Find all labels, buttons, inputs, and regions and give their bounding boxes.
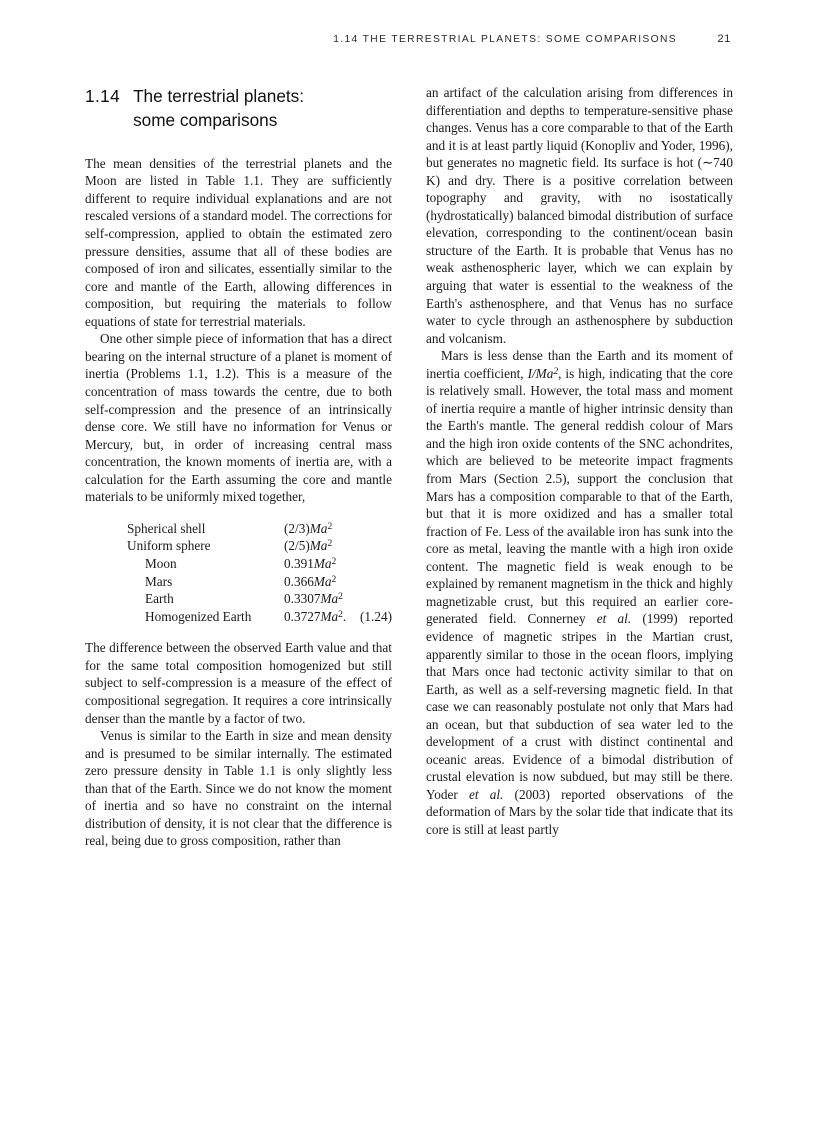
equation-value-exponent: 2 xyxy=(327,538,333,550)
paragraph: One other simple piece of information that has a direct bearing on the internal structure of a planet is moment of inertia (Problems 1.1, 1.2). This is a measure of the concentration of mass towards the centre, due to both self-compression and the presence of an intrinsically dense core. We still have no information for Venus or Mercury, but, in order of increasing central mass concentration, the known moments of inertia are, with a calculation for the Earth assuming the core and mantle materials to be uniformly mixed together, xyxy=(85,331,392,505)
equation-row xyxy=(127,590,392,608)
equation-value-variable: Ma xyxy=(309,520,328,536)
equation-value-suffix: . xyxy=(342,608,347,624)
running-head xyxy=(85,33,731,45)
citation-et-al: et al. xyxy=(596,611,632,627)
equation-value-exponent: 2 xyxy=(331,555,337,567)
equation-value-variable: Ma xyxy=(309,538,328,554)
equation-value xyxy=(284,608,346,626)
equation-label: Mars xyxy=(145,573,173,589)
inertia-coefficient-exponent: 2 xyxy=(553,365,559,377)
equation-row xyxy=(127,608,392,626)
equation-value xyxy=(284,555,336,573)
equation-value-exponent: 2 xyxy=(338,591,343,603)
equation-value-variable: Ma xyxy=(313,573,332,589)
equation-value-variable: Ma xyxy=(320,608,339,624)
paragraph xyxy=(426,347,733,838)
temperature-value: ∼740 K xyxy=(426,155,733,188)
equation-value-prefix: 0.3307 xyxy=(284,591,321,607)
equation-value xyxy=(284,590,343,608)
paragraph-run: (1999) reported evidence of magnetic stripes in the Martian crust, apparently similar to those in the ocean floors, implying that Mars once had tectonic activity similar to that on Earth, as well as a self-reversing magnetic field. In that case we can reasonably postulate not only that Mars had an ocean, but that subduction of sea water led to the development of a crust with distinct continental and oceanic areas. Evidence of a bimodal distribution of crustal elevation is now subdued, but may still be there. Yoder xyxy=(426,611,733,802)
equation-row xyxy=(127,537,392,555)
equation-value-variable: Ma xyxy=(313,555,332,571)
equation-label: Earth xyxy=(145,591,174,607)
section-number: 1.14 xyxy=(85,86,121,106)
equation-value xyxy=(284,573,336,591)
paragraph: Venus is similar to the Earth in size and mean density and is presumed to be similar internally. The estimated zero pressure density in Table 1.1 is only slightly less than that of the Earth. Since we do not know the moment of inertia and so have no constraint on the internal distribution of density, it is not clear that the difference is real, being due to gross composition, rather than xyxy=(85,728,392,849)
paragraph xyxy=(426,84,733,347)
page-number: 21 xyxy=(717,33,731,45)
paragraph: The difference between the observed Earth value and that for the same total composition homogenized but still subject to self-compression is a measure of the effect of compositional segregation. It requires a core intrinsically denser than the mantle by a factor of two. xyxy=(85,640,392,726)
section-heading xyxy=(85,84,392,133)
inertia-coefficient-symbol: I/Ma xyxy=(527,365,554,381)
paragraph-run: (2003) reported observations of the deformation of Mars by the solar tide that indicate that its core is still at least partly xyxy=(426,786,733,837)
section-title xyxy=(133,84,392,133)
equation-value xyxy=(284,537,332,555)
paragraph-run: ) and dry. There is a positive correlation between topography and gravity, with no isostatically (hydrostatically) balanced bimodal distribution of surface elevation, corresponding to the continent/ocean basin structure of the Earth. It is probable that Venus has no weak asthenospheric layer, which we can explain by arguing that water is essential to the weakness of the Earth's asthenosphere, and that Venus has no surface water to cycle through an asthenosphere by subduction and volcanism. xyxy=(426,172,733,346)
section-title-line-1: The terrestrial planets: xyxy=(133,86,305,106)
equation-value-prefix: 0.3727 xyxy=(284,608,321,624)
equation-value-variable: Ma xyxy=(320,591,339,607)
equation-tag: (1.24) xyxy=(359,608,392,624)
equation-row xyxy=(127,520,392,538)
equation-rows xyxy=(85,520,392,626)
left-column xyxy=(85,84,392,1059)
citation-et-al: et al. xyxy=(468,786,504,802)
body-columns xyxy=(85,84,733,1059)
equation-value-prefix: 0.366 xyxy=(284,573,314,589)
equation-value-exponent: 2 xyxy=(338,608,343,620)
equation-label: Spherical shell xyxy=(127,520,206,536)
paragraph: The mean densities of the terrestrial planets and the Moon are listed in Table 1.1. They are sufficiently different to require individual explanations and are not rescaled versions of a standard model. The corrections for self-compression, applied to obtain the estimated zero pressure densities, assume that all of these bodies are composed of iron and silicates, essentially similar to the core and mantle of the Earth, allowing differences in composition, but requiring the materials to follow equations of state for terrestrial materials. xyxy=(85,155,392,329)
equation-row xyxy=(127,555,392,573)
equation-value-prefix: 0.391 xyxy=(284,555,314,571)
equation-block xyxy=(85,520,392,626)
paragraph-run: Mars is less dense than the Earth and its moment of inertia coefficient, xyxy=(426,348,733,381)
equation-value-exponent: 2 xyxy=(331,573,337,585)
equation-row xyxy=(127,573,392,591)
equation-label: Homogenized Earth xyxy=(145,608,252,624)
running-head-title: 1.14 THE TERRESTRIAL PLANETS: SOME COMPARISONS xyxy=(333,34,677,45)
equation-label: Uniform sphere xyxy=(127,538,211,554)
equation-value-prefix: (2/5) xyxy=(284,538,310,554)
equation-value-prefix: (2/3) xyxy=(284,520,310,536)
paragraph-run: , is high, indicating that the core is relatively small. However, the total mass and moment of inertia require a mantle of higher intrinsic density than the Earth's mantle. The general reddish colour of Mars and the high iron oxide contents of the SNC achondrites, which are believed to be meteorite impact fragments from Mars (Section 2.5), support the conclusion that Mars has a composition comparable to that of the Earth, but that it is more oxidized and has a smaller total fraction of Fe. Less of the available iron has sunk into the core as metal, leaving the mantle with a high iron oxide content. The magnetic field is weak enough to be explained by remanent magnetism in the thick and highly magnetizable crust, but this required an earlier core-generated field. Connerney xyxy=(426,365,733,627)
equation-value xyxy=(284,520,332,538)
equation-label: Moon xyxy=(145,555,177,571)
right-column xyxy=(426,84,733,1059)
section-title-line-2: some comparisons xyxy=(133,110,278,131)
paragraph-run: an artifact of the calculation arising from differences in differentiation and depths to temperature-sensitive phase changes. Venus has a core comparable to that of the Earth and it is at least partly liquid (Konopliv and Yoder, 1996), but generates no magnetic field. Its surface is hot ( xyxy=(426,85,733,171)
equation-value-exponent: 2 xyxy=(327,520,333,532)
